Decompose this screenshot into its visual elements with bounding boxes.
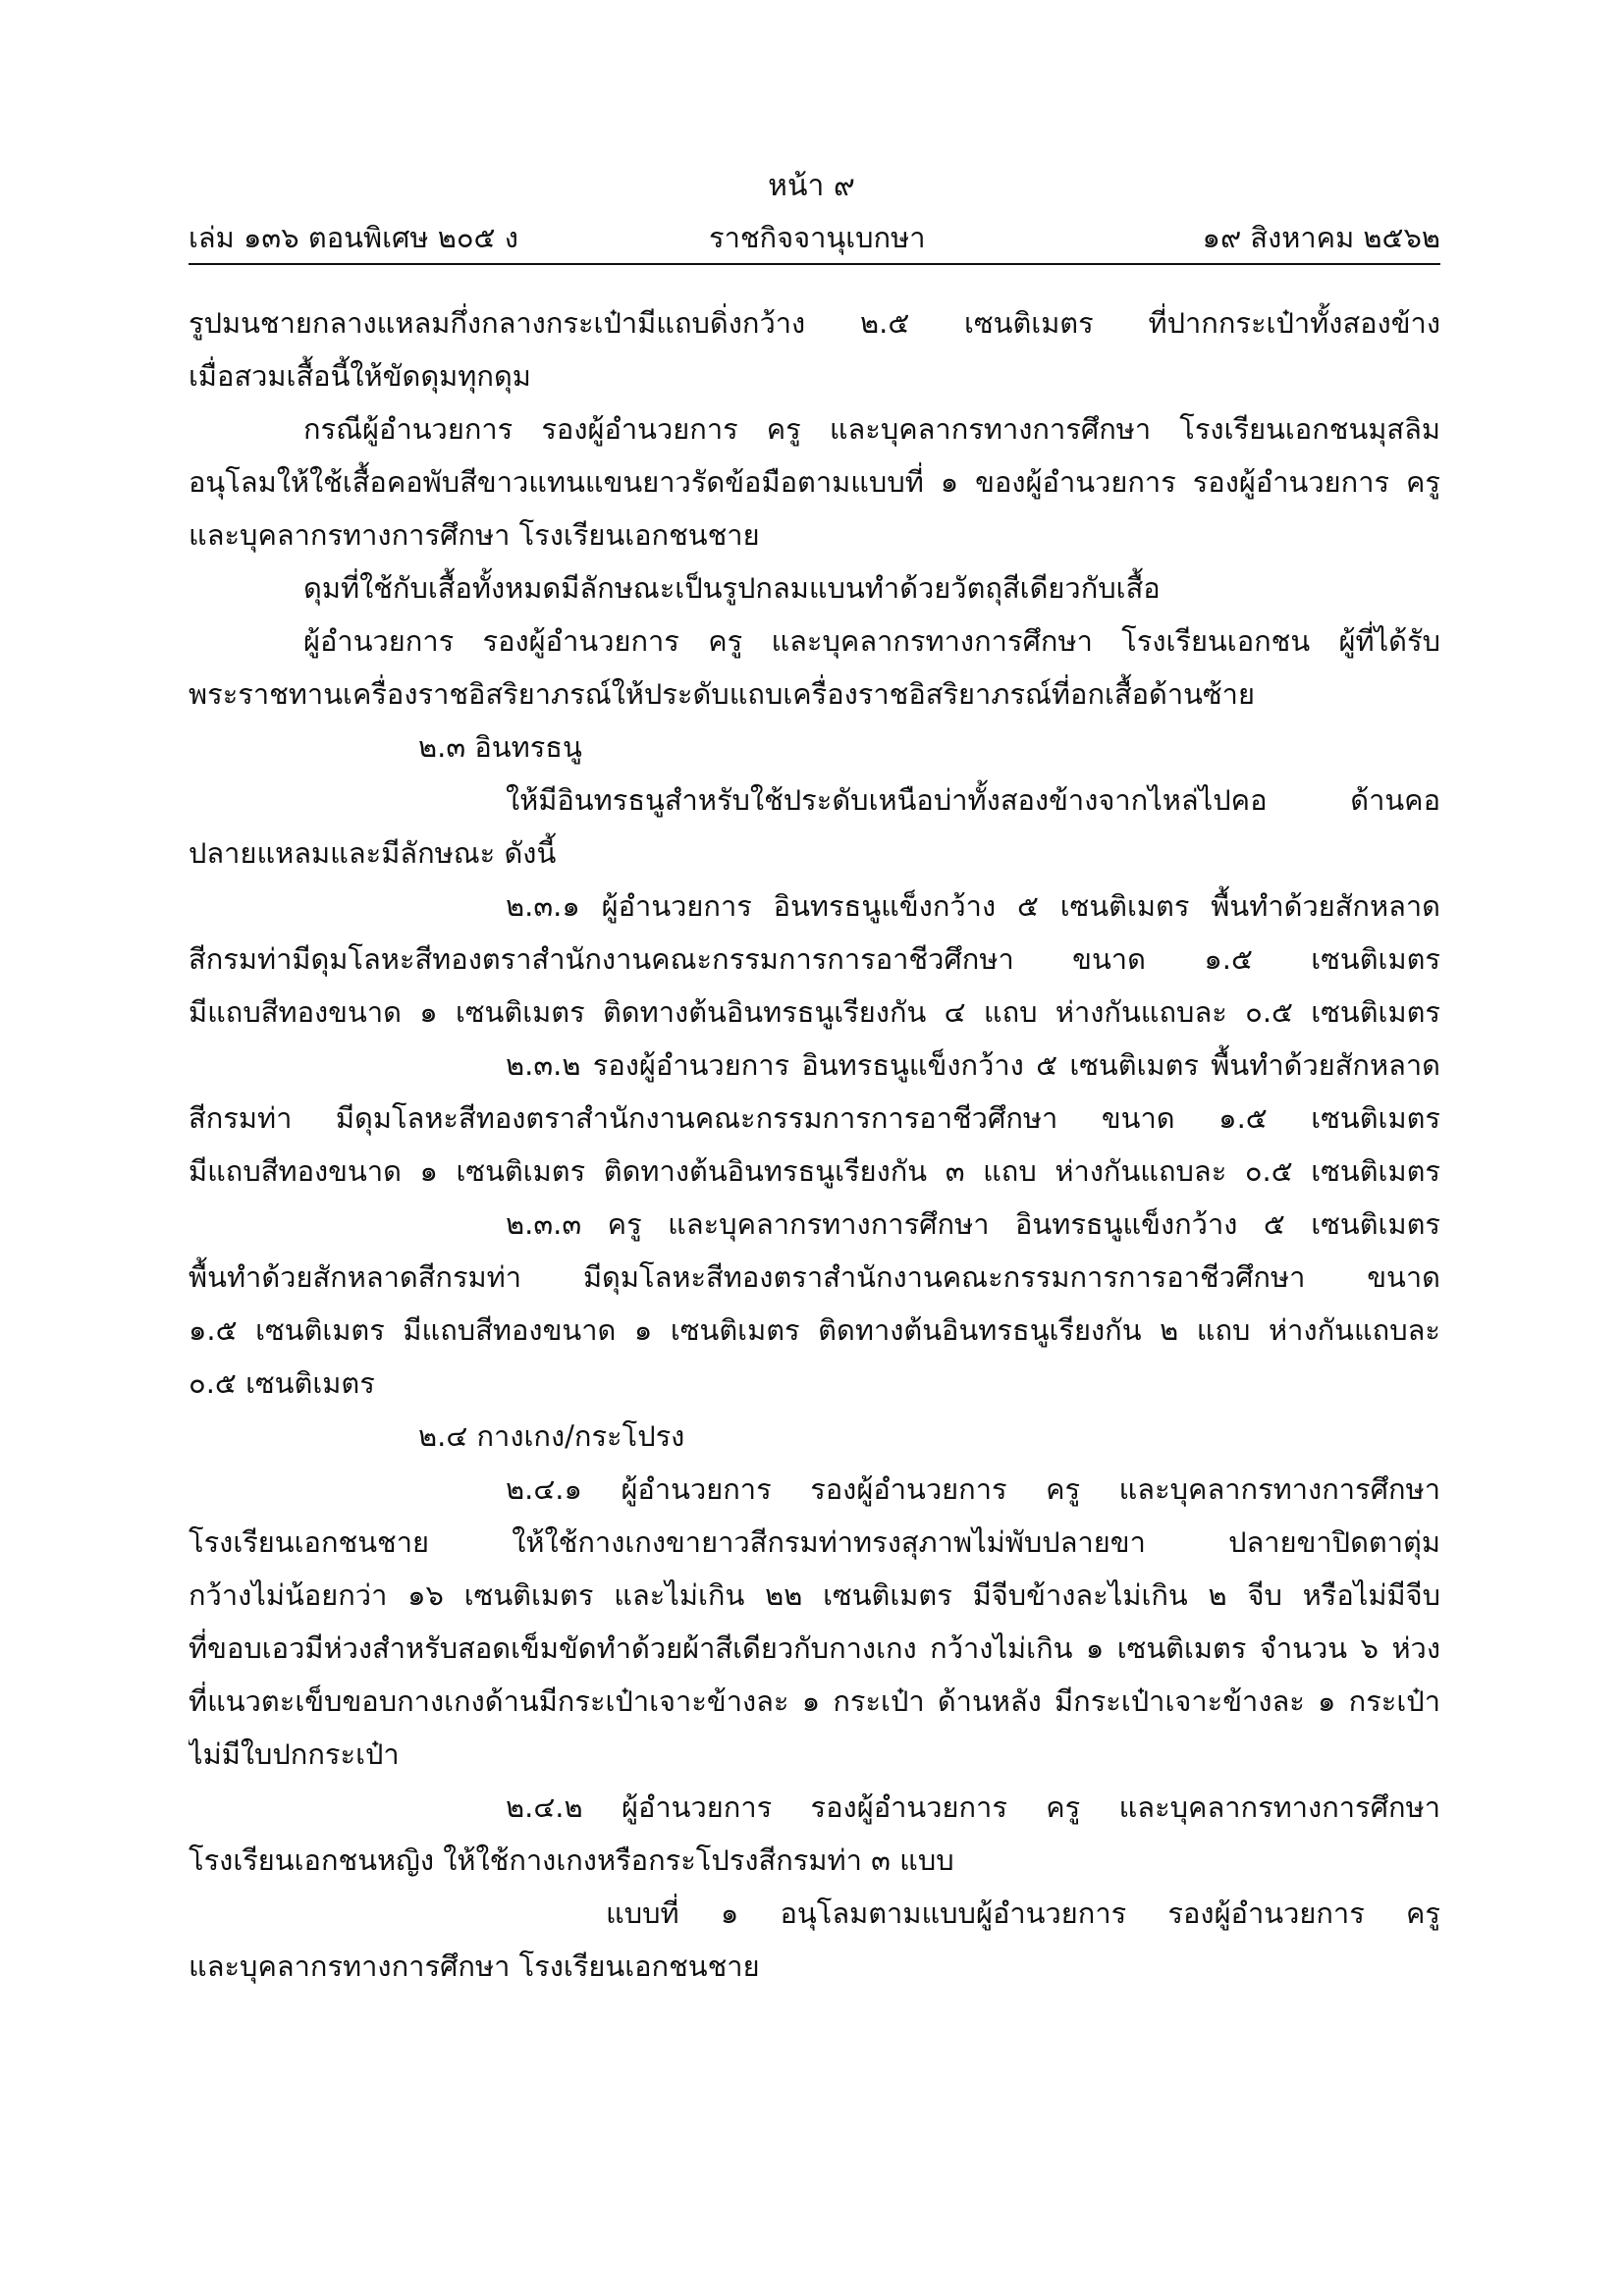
text-line: ที่ขอบเอวมีห่วงสำหรับสอดเข็มขัดทำด้วยผ้าสีเดียวกับกางเกง กว้างไม่เกิน ๑ เซนติเมตร จำนวน ๖ ห่วง xyxy=(189,1631,1440,1665)
text-line: มีแถบสีทองขนาด ๑ เซนติเมตร ติดทางต้นอินทรธนูเรียงกัน ๓ แถบ ห่างกันแถบละ ๐.๕ เซนติเมตร xyxy=(189,1154,1440,1188)
style-item: แบบที่ ๑ อนุโลมตามแบบผู้อำนวยการ รองผู้อำนวยการ ครู xyxy=(606,1896,1440,1930)
text-line: โรงเรียนเอกชนชาย ให้ใช้กางเกงขายาวสีกรมท่าทรงสุภาพไม่พับปลายขา ปลายขาปิดตาตุ่ม xyxy=(189,1525,1440,1559)
section-heading: ๒.๓ อินทรธนู xyxy=(418,730,582,764)
document-body xyxy=(189,296,1440,1993)
subsection-item: ๒.๓.๒ รองผู้อำนวยการ อินทรธนูแข็งกว้าง ๕ เซนติเมตร พื้นทำด้วยสักหลาด xyxy=(506,1048,1440,1082)
gazette-header xyxy=(189,218,1440,257)
text-line: ที่แนวตะเข็บขอบกางเกงด้านมีกระเป๋าเจาะข้างละ ๑ กระเป๋า ด้านหลัง มีกระเป๋าเจาะข้างละ ๑ กระเป๋า xyxy=(189,1684,1440,1718)
section-heading: ๒.๔ กางเกง/กระโปรง xyxy=(418,1419,685,1453)
text-line: สีกรมท่ามีดุมโลหะสีทองตราสำนักงานคณะกรรมการการอาชีวศึกษา ขนาด ๑.๕ เซนติเมตร xyxy=(189,942,1440,976)
paragraph-start: ดุมที่ใช้กับเสื้อทั้งหมดมีลักษณะเป็นรูปกลมแบนทำด้วยวัตถุสีเดียวกับเสื้อ xyxy=(303,571,1161,605)
text-line: ปลายแหลมและมีลักษณะ ดังนี้ xyxy=(189,836,557,870)
paragraph-start: ผู้อำนวยการ รองผู้อำนวยการ ครู และบุคลากรทางการศึกษา โรงเรียนเอกชน ผู้ที่ได้รับ xyxy=(303,624,1440,658)
paragraph-start: ให้มีอินทรธนูสำหรับใช้ประดับเหนือบ่าทั้งสองข้างจากไหล่ไปคอ ด้านคอ xyxy=(506,783,1440,817)
subsection-item: ๒.๔.๑ ผู้อำนวยการ รองผู้อำนวยการ ครู และบุคลากรทางการศึกษา xyxy=(506,1472,1440,1506)
subsection-item: ๒.๔.๒ ผู้อำนวยการ รองผู้อำนวยการ ครู และบุคลากรทางการศึกษา xyxy=(506,1790,1440,1824)
text-line: เมื่อสวมเสื้อนี้ให้ขัดดุมทุกดุม xyxy=(189,359,531,393)
text-line: สีกรมท่า มีดุมโลหะสีทองตราสำนักงานคณะกรรมการการอาชีวศึกษา ขนาด ๑.๕ เซนติเมตร xyxy=(189,1101,1440,1135)
subsection-item: ๒.๓.๓ ครู และบุคลากรทางการศึกษา อินทรธนูแข็งกว้าง ๕ เซนติเมตร xyxy=(506,1207,1440,1241)
volume-issue: เล่ม ๑๓๖ ตอนพิเศษ ๒๐๕ ง xyxy=(189,221,518,254)
text-line: ไม่มีใบปกกระเป๋า xyxy=(189,1737,400,1771)
text-line: ๐.๕ เซนติเมตร xyxy=(189,1366,375,1400)
subsection-item: ๒.๓.๑ ผู้อำนวยการ อินทรธนูแข็งกว้าง ๕ เซนติเมตร พื้นทำด้วยสักหลาด xyxy=(506,889,1440,923)
text-line: มีแถบสีทองขนาด ๑ เซนติเมตร ติดทางต้นอินทรธนูเรียงกัน ๔ แถบ ห่างกันแถบละ ๐.๕ เซนติเมตร xyxy=(189,995,1440,1029)
text-line: รูปมนชายกลางแหลมกึ่งกลางกระเป๋ามีแถบดิ่งกว้าง ๒.๕ เซนติเมตร ที่ปากกระเป๋าทั้งสองข้าง xyxy=(189,306,1440,340)
text-line: และบุคลากรทางการศึกษา โรงเรียนเอกชนชาย xyxy=(189,1949,760,1983)
page-number: หน้า ๙ xyxy=(768,169,855,203)
text-line: โรงเรียนเอกชนหญิง ให้ใช้กางเกงหรือกระโปรงสีกรมท่า ๓ แบบ xyxy=(189,1843,954,1877)
publication-date: ๑๙ สิงหาคม ๒๕๖๒ xyxy=(1202,221,1440,254)
header-divider xyxy=(189,263,1440,265)
paragraph-start: กรณีผู้อำนวยการ รองผู้อำนวยการ ครู และบุคลากรทางการศึกษา โรงเรียนเอกชนมุสลิม xyxy=(303,412,1440,446)
text-line: พระราชทานเครื่องราชอิสริยาภรณ์ให้ประดับแถบเครื่องราชอิสริยาภรณ์ที่อกเสื้อด้านซ้าย xyxy=(189,677,1255,711)
text-line: พื้นทำด้วยสักหลาดสีกรมท่า มีดุมโลหะสีทองตราสำนักงานคณะกรรมการการอาชีวศึกษา ขนาด xyxy=(189,1260,1440,1294)
text-line: และบุคลากรทางการศึกษา โรงเรียนเอกชนชาย xyxy=(189,518,760,552)
text-line: กว้างไม่น้อยกว่า ๑๖ เซนติเมตร และไม่เกิน ๒๒ เซนติเมตร มีจีบข้างละไม่เกิน ๒ จีบ หรือไม่มีจีบ xyxy=(189,1578,1440,1612)
text-line: ๑.๕ เซนติเมตร มีแถบสีทองขนาด ๑ เซนติเมตร ติดทางต้นอินทรธนูเรียงกัน ๒ แถบ ห่างกันแถบละ xyxy=(189,1313,1440,1347)
text-line: อนุโลมให้ใช้เสื้อคอพับสีขาวแทนแขนยาวรัดข้อมือตามแบบที่ ๑ ของผู้อำนวยการ รองผู้อำนวยการ ครู xyxy=(189,465,1440,499)
publication-name: ราชกิจจานุเบกษา xyxy=(709,221,926,254)
